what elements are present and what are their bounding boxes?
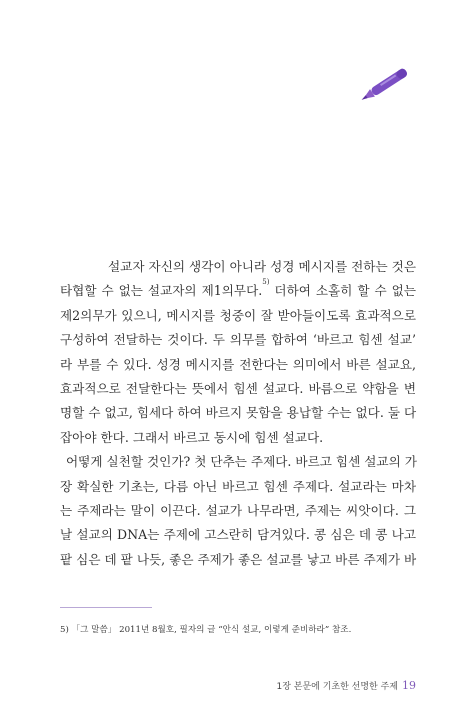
- paragraph-line: 제2의무가 있으니, 메시지를 청중이 잘 받아들이도록 효과적으로: [60, 307, 416, 323]
- paragraph-line: 명할 수 없고, 힘세다 하여 바르지 못함을 용납할 수는 없다. 둘 다: [60, 405, 417, 421]
- footnote-ref[interactable]: 5): [262, 278, 270, 287]
- paragraph-line: 라 부를 수 있다. 성경 메시지를 전한다는 의미에서 바른 설교요,: [60, 356, 416, 372]
- paragraph-line: [60, 279, 416, 303]
- paragraph-line: 팥 심은 데 팥 나듯, 좋은 주제가 좋은 설교를 낳고 바른 주제가 바: [60, 551, 417, 567]
- paragraph-line: 장 확실한 기초는, 다름 아닌 바르고 힘센 주제다. 설교라는 마차: [60, 478, 416, 494]
- running-footer: [277, 679, 417, 692]
- paragraph-line: 효과적으로 전달한다는 뜻에서 힘센 설교다. 바름으로 약함을 변: [60, 381, 416, 397]
- paragraph-line: 잡아야 한다. 그래서 바르고 동시에 힘센 설교다.: [60, 429, 324, 445]
- chapter-title: 1장 본문에 기초한 선명한 주제: [276, 682, 398, 692]
- text-segment: 타협할 수 없는 설교자의 제1의무다.: [60, 283, 263, 299]
- text-segment: 더하여 소홀히 할 수 없는: [274, 283, 416, 299]
- page-number: 19: [402, 679, 416, 692]
- paragraph-line: 설교자 자신의 생각이 아니라 성경 메시지를 전하는 것은: [108, 259, 416, 274]
- paragraph-line: 어떻게 실천할 것인가? 첫 단추는 주제다. 바르고 힘센 설교의 가: [66, 454, 417, 470]
- body-text: [60, 255, 416, 572]
- footnote: 5) 「그 말씀」 2011년 8월호, 필자의 글 “안식 설교, 이렇게 준비하라” 참조.: [60, 625, 352, 635]
- footnote-divider: [60, 607, 152, 608]
- paragraph-line: 구성하여 전달하는 것이다. 두 의무를 합하여 ‘바르고 힘센 설교’: [60, 332, 416, 348]
- fountain-pen-icon: [356, 58, 418, 110]
- paragraph-line: 날 설교의 DNA는 주제에 고스란히 담겨있다. 콩 심은 데 콩 나고: [60, 527, 416, 543]
- paragraph-line: 는 주제라는 말이 이끈다. 설교가 나무라면, 주제는 씨앗이다. 그: [60, 503, 416, 519]
